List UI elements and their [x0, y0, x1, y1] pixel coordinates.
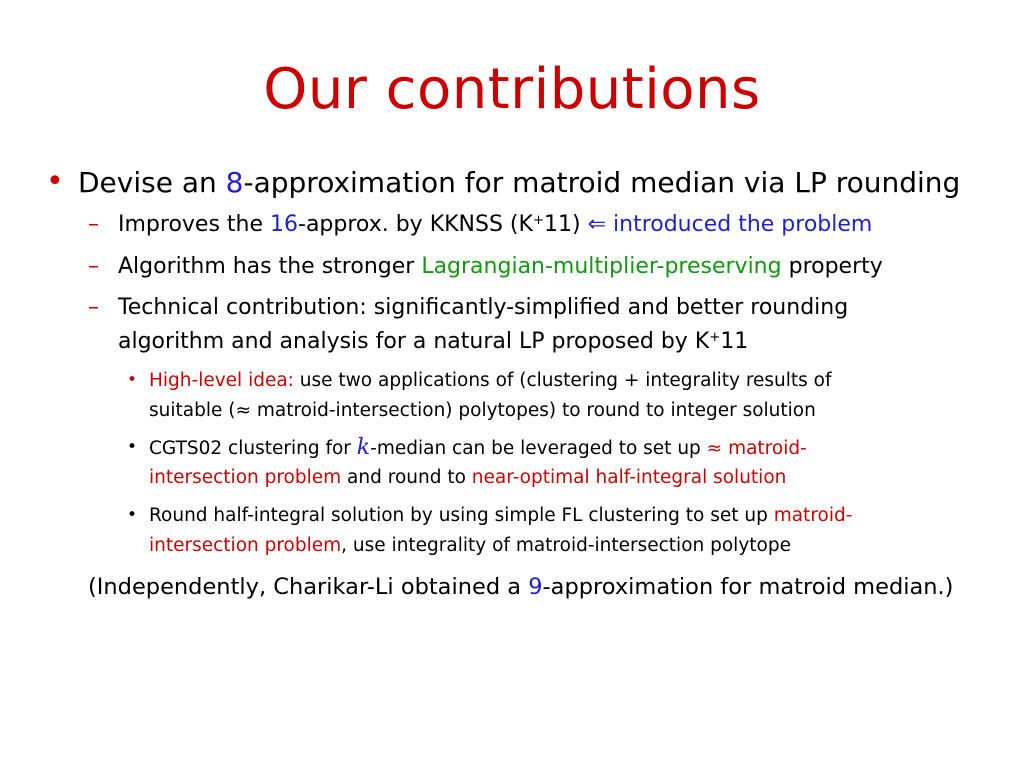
- bullet-icon: •: [127, 370, 138, 390]
- dash-icon: –: [88, 295, 99, 320]
- approx-symbol: ≈: [706, 438, 723, 459]
- main-bullet: Devise an 8-approximation for matroid median via LP rounding: [78, 166, 961, 199]
- sub-bullet-technical-line1: Technical contribution: significantly-simplified and better rounding: [118, 295, 849, 320]
- slide-title: Our contributions: [263, 57, 761, 122]
- independent-note: (Independently, Charikar-Li obtained a 9-approximation for matroid median.): [88, 574, 954, 600]
- bullet-icon: •: [127, 437, 138, 457]
- dash-icon: –: [88, 254, 99, 279]
- idea-line2: suitable (≈ matroid-intersection) polytopes) to round to integer solution: [149, 400, 816, 421]
- dash-icon: –: [88, 212, 99, 237]
- sub-bullet-improves: Improves the 16-approx. by KKNSS (K+11) ⇐ introduced the problem: [118, 212, 873, 237]
- approx-factor: 8: [225, 166, 244, 199]
- sub-bullet-technical-line2: algorithm and analysis for a natural LP proposed by K+11: [118, 329, 749, 354]
- round-line2: intersection problem, use integrality of matroid-intersection polytope: [149, 535, 791, 556]
- approx-symbol: ≈: [235, 400, 251, 421]
- idea-line1: High-level idea: use two applications of (clustering + integrality results of: [149, 370, 832, 391]
- sub-bullet-lmp: Algorithm has the stronger Lagrangian-multiplier-preserving property: [118, 254, 883, 279]
- round-line1: Round half-integral solution by using simple FL clustering to set up matroid-: [149, 505, 853, 526]
- cgts-line2: intersection problem and round to near-optimal half-integral solution: [149, 467, 787, 488]
- cgts-line1: CGTS02 clustering for k-median can be leveraged to set up ≈ matroid-: [149, 435, 807, 460]
- bullet-icon: •: [46, 164, 64, 199]
- implied-by-arrow-icon: ⇐: [587, 212, 607, 237]
- bullet-icon: •: [127, 505, 138, 525]
